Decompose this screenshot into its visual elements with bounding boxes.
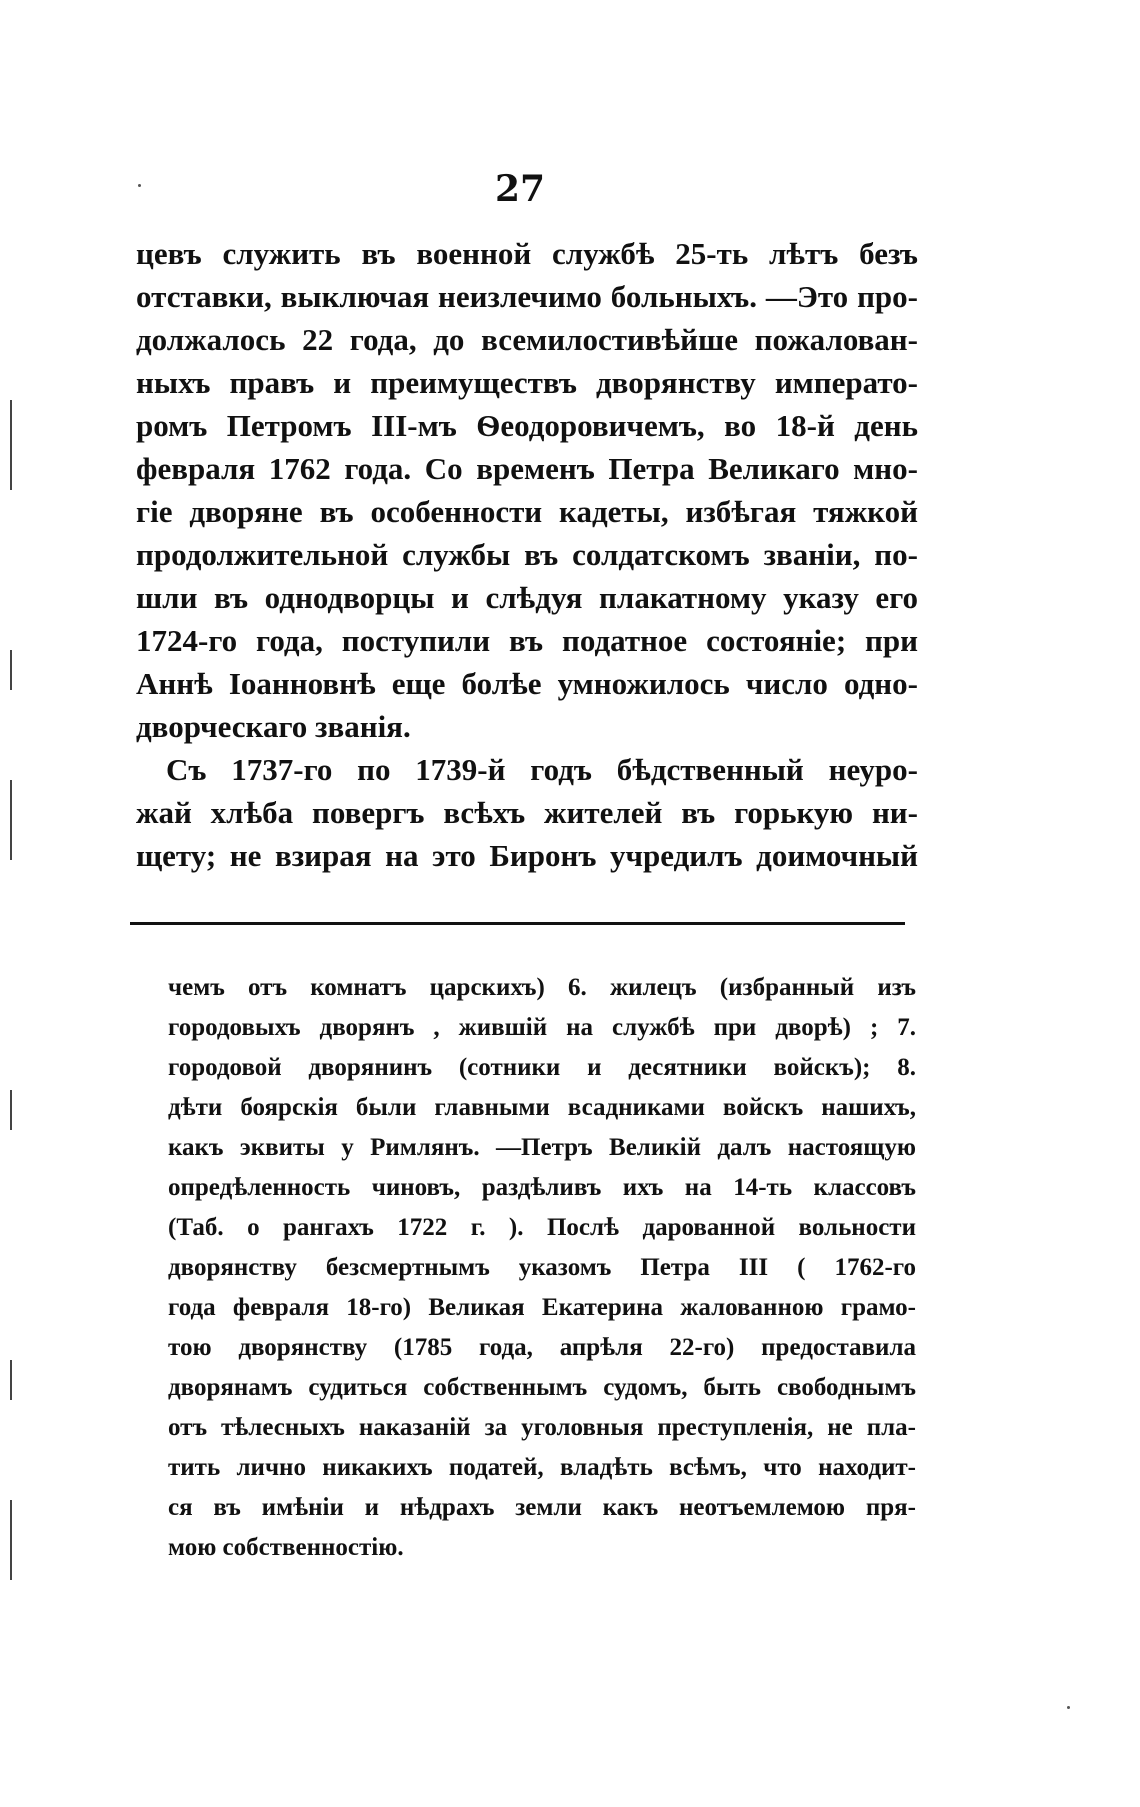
footnote-line: тить лично никакихъ податей, владѣть всѣмъ, что находит- xyxy=(168,1454,916,1481)
main-text-line: продолжительной службы въ солдатскомъ званіи, по- xyxy=(136,537,918,572)
main-text xyxy=(136,232,918,877)
main-text-line: Съ 1737-го по 1739-й годъ бѣдственный неуро- xyxy=(166,752,918,787)
scan-margin-mark xyxy=(10,1500,12,1580)
footnote-line: дворянамъ судиться собственнымъ судомъ, быть свободнымъ xyxy=(168,1374,916,1401)
scan-margin-mark xyxy=(10,400,12,490)
footnote-divider xyxy=(130,922,905,925)
footnote-line: тою дворянству (1785 года, апрѣля 22-го) предоставила xyxy=(168,1334,916,1361)
main-text-line: ныхъ правъ и преимуществъ дворянству императо- xyxy=(136,365,918,400)
footnote-line: городовыхъ дворянъ , жившій на службѣ при дворѣ) ; 7. xyxy=(168,1014,916,1041)
footnote-line: (Таб. о рангахъ 1722 г. ). Послѣ дарованной вольности xyxy=(168,1214,916,1241)
footnote-line: городовой дворянинъ (сотники и десятники войскъ); 8. xyxy=(168,1054,916,1081)
footnote-line: отъ тѣлесныхъ наказаній за уголовныя преступленія, не пла- xyxy=(168,1414,916,1441)
main-text-line: шли въ однодворцы и слѣдуя плакатному указу его xyxy=(136,580,918,615)
main-text-line: отставки, выключая неизлечимо больныхъ. —Это про- xyxy=(136,279,918,314)
page-number: 27 xyxy=(494,168,546,210)
main-text-line: жай хлѣба повергъ всѣхъ жителей въ горькую ни- xyxy=(136,795,918,830)
main-text-line: ромъ Петромъ III-мъ Ѳеодоровичемъ, во 18-й день xyxy=(136,408,918,443)
scan-speck xyxy=(138,184,141,187)
footnote-line: опредѣленность чиновъ, раздѣливъ ихъ на 14-ть классовъ xyxy=(168,1174,916,1201)
footnote-line: какъ эквиты у Римлянъ. —Петръ Великій далъ настоящую xyxy=(168,1134,916,1161)
scan-margin-mark xyxy=(10,650,12,690)
footnote-line: ся въ имѣніи и нѣдрахъ земли какъ неотъемлемою пря- xyxy=(168,1494,916,1521)
scan-margin-mark xyxy=(10,1090,12,1130)
main-text-line: дворческаго званія. xyxy=(136,709,411,744)
main-text-line: щету; не взирая на это Биронъ учредилъ доимочный xyxy=(136,838,918,873)
main-text-line: цевъ служить въ военной службѣ 25-ть лѣтъ безъ xyxy=(136,236,918,271)
main-text-line: февраля 1762 года. Со временъ Петра Великаго мно- xyxy=(136,451,918,486)
main-text-line: 1724-го года, поступили въ податное состояніе; при xyxy=(136,623,918,658)
footnote-line: дѣти боярскія были главными всадниками войскъ нашихъ, xyxy=(168,1094,916,1121)
main-text-line: гіе дворяне въ особенности кадеты, избѣгая тяжкой xyxy=(136,494,918,529)
footnote-line: года февраля 18-го) Великая Екатерина жалованною грамо- xyxy=(168,1294,916,1321)
scan-margin-mark xyxy=(10,780,12,860)
scan-margin-mark xyxy=(10,1360,12,1400)
footnote xyxy=(168,968,916,1568)
footnote-line: мою собственностію. xyxy=(168,1534,404,1561)
main-text-line: должалось 22 года, до всемилостивѣйше пожалован- xyxy=(136,322,918,357)
footnote-line: дворянству безсмертнымъ указомъ Петра III ( 1762-го xyxy=(168,1254,916,1281)
scan-speck xyxy=(1067,1706,1070,1709)
main-text-line: Аннѣ Іоанновнѣ еще болѣе умножилось число одно- xyxy=(136,666,918,701)
footnote-line: чемъ отъ комнатъ царскихъ) 6. жилецъ (избранный изъ xyxy=(168,974,916,1001)
